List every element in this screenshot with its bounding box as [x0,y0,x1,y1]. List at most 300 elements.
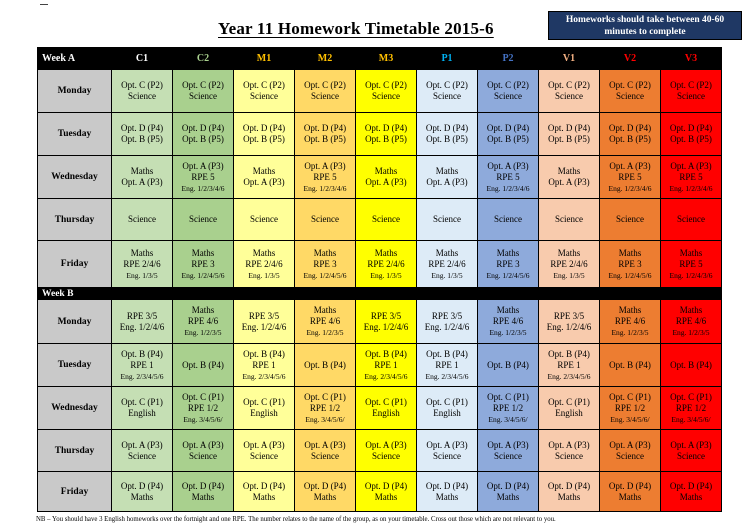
cell-line: Science [311,450,339,461]
timetable-cell [478,199,539,241]
cell-line: Opt. A (P3) [487,160,529,171]
timetable-cell [356,300,417,344]
timetable-cell [112,156,173,199]
timetable-cell [173,387,234,430]
cell-line: Opt. A (P3) [609,439,651,450]
cell-line: Opt. B (P5) [182,134,224,144]
day-label: Friday [38,472,112,512]
cell-line: Eng. 1/2/3/4/6 [303,183,347,193]
cell-line: RPE 1 [252,359,276,370]
cell-line: Maths [313,305,337,315]
cell-line: Opt. B (P5) [548,134,590,144]
cell-line: Eng. 2/3/4/5/6 [364,371,408,381]
timetable-cell [234,387,295,430]
timetable-cell [478,113,539,156]
corner-mark [40,0,48,5]
cell-line: Maths [130,247,154,258]
table-row [38,241,722,288]
cell-line: Eng. 3/4/5/6/ [488,414,528,424]
cell-line: Opt. D (P4) [547,123,591,133]
cell-line: Eng. 3/4/5/6/ [183,414,223,424]
cell-line: Opt. B (P5) [304,134,346,144]
cell-line: Maths [618,305,642,315]
cell-line: Opt. A (P3) [548,439,590,450]
cell-line: Eng. 3/4/5/6/ [610,414,650,424]
timetable-cell [661,387,722,430]
footnote: NB – You should have 3 English homeworks over the fortnight and one RPE. The number relates to the name of the group, as on your timetable. Cross out those which are not relevant to you. [36,516,556,523]
cell-line: Opt. C (P2) [121,80,163,90]
timetable-cell [234,70,295,113]
column-header-c1: C1 [112,48,173,70]
timetable-cell [173,70,234,113]
timetable-cell [661,300,722,344]
cell-line: Science [250,450,278,461]
cell-line: Science [433,450,461,461]
cell-line: Science [555,91,583,101]
timetable-cell [600,156,661,199]
timetable-cell [417,472,478,512]
cell-line: Opt. C (P1) [609,391,651,402]
cell-line: Science [311,214,339,224]
cell-line: Science [433,214,461,224]
cell-line: Eng. 2/3/4/5/6 [120,371,164,381]
cell-line: Opt. B (P4) [304,359,346,370]
cell-line: Science [677,91,705,101]
cell-line: Opt. A (P3) [304,439,346,450]
cell-line: Maths [435,491,459,502]
timetable-cell [112,430,173,472]
timetable-cell [295,241,356,288]
cell-line: Opt. B (P5) [121,134,163,144]
cell-line: RPE 3/5 [126,310,158,321]
table-row [38,344,722,387]
cell-line: RPE 5 [618,171,642,182]
cell-line: Opt. A (P3) [487,439,529,450]
timetable-cell [478,70,539,113]
banner-spacer [417,288,478,300]
cell-line: Eng. 1/3/5 [126,270,158,280]
day-label: Wednesday [38,387,112,430]
timetable-cell [112,344,173,387]
timetable-cell [356,70,417,113]
column-header-m2: M2 [295,48,356,70]
day-label: Tuesday [38,113,112,156]
timetable-cell [661,70,722,113]
cell-line: RPE 1/2 [614,402,646,413]
timetable-cell [295,113,356,156]
cell-line: Maths [313,247,337,258]
timetable-cell [356,387,417,430]
cell-line: Opt. D (P4) [120,480,164,491]
banner-spacer [295,288,356,300]
table-row [38,387,722,430]
cell-line: Opt. C (P1) [365,397,407,407]
cell-line: Maths [618,247,642,258]
cell-line: RPE 5 [313,171,337,182]
cell-line: Maths [191,491,215,502]
cell-line: Eng. 2/3/4/5/6 [242,371,286,381]
cell-line: Opt. C (P2) [182,80,224,90]
timetable-cell [356,113,417,156]
cell-line: RPE 3 [496,258,520,269]
timetable-cell [173,472,234,512]
cell-line: Science [677,214,705,224]
cell-line: RPE 5 [679,258,703,269]
timetable-cell [600,344,661,387]
timetable-cell [173,156,234,199]
cell-line: Opt. D (P4) [425,480,469,491]
timetable-cell [295,70,356,113]
cell-line: Eng. 1/2/3/4/6 [669,183,713,193]
column-header-c2: C2 [173,48,234,70]
cell-line: Opt. C (P2) [487,80,529,90]
cell-line: Eng. 1/2/4/5/6 [608,270,652,280]
cell-line: Maths [496,491,520,502]
table-row [38,199,722,241]
cell-line: Opt. D (P4) [486,480,530,491]
day-label: Thursday [38,199,112,241]
cell-line: Science [494,91,522,101]
cell-line: Opt. B (P5) [670,134,712,144]
cell-line: English [433,408,461,418]
cell-line: Maths [130,491,154,502]
cell-line: Maths [679,305,703,315]
cell-line: RPE 3/5 [370,310,402,321]
timetable-cell [356,344,417,387]
cell-line: Eng. 1/2/3/5 [489,328,527,337]
cell-line: Opt. D (P4) [425,123,469,133]
table-row [38,70,722,113]
cell-line: RPE 5 [496,171,520,182]
cell-line: RPE 2/4/6 [245,258,283,269]
timetable-cell [539,156,600,199]
cell-line: RPE 2/4/6 [123,258,161,269]
timetable-cell [417,300,478,344]
cell-line: Maths [435,166,459,176]
timetable-cell [600,387,661,430]
cell-line: Opt. A (P3) [670,439,712,450]
cell-line: RPE 4/6 [492,316,524,326]
day-label: Wednesday [38,156,112,199]
timetable-cell [417,387,478,430]
cell-line: Opt. A (P3) [365,439,407,450]
timetable-cell [234,199,295,241]
cell-line: Maths [496,305,520,315]
day-label: Friday [38,241,112,288]
timetable-cell [539,199,600,241]
timetable-cell [112,113,173,156]
cell-line: Eng. 1/2/3/5 [672,328,710,337]
cell-line: English [128,408,156,418]
column-header-p2: P2 [478,48,539,70]
timetable-cell [539,70,600,113]
cell-line: Opt. C (P2) [609,80,651,90]
timetable-cell [478,387,539,430]
cell-line: Maths [191,247,215,258]
cell-line: RPE 4/6 [309,316,341,326]
cell-line: Science [677,450,705,461]
cell-line: Opt. D (P4) [181,123,225,133]
cell-line: Eng. 3/4/5/6/ [305,414,345,424]
cell-line: RPE 5 [191,171,215,182]
cell-line: Eng. 1/3/5 [370,270,402,280]
timetable-cell [417,241,478,288]
timetable-cell [661,344,722,387]
cell-line: Opt. C (P1) [182,391,224,402]
cell-line: RPE 4/6 [187,316,219,326]
cell-line: Eng. 2/3/4/5/6 [547,371,591,381]
cell-line: Opt. D (P4) [364,123,408,133]
cell-line: Eng. 1/2/4/5/6 [181,270,225,280]
cell-line: Opt. A (P3) [609,160,651,171]
cell-line: Opt. C (P2) [670,80,712,90]
cell-line: RPE 4/6 [675,316,707,326]
timetable-cell [295,344,356,387]
cell-line: Science [555,214,583,224]
timetable-cell [234,113,295,156]
cell-line: Eng. 1/2/4/3/6 [669,270,713,280]
cell-line: Eng. 1/2/3/4/6 [486,183,530,193]
cell-line: Opt. C (P2) [243,80,285,90]
cell-line: Eng. 1/2/3/4/6 [608,183,652,193]
cell-line: Science [616,450,644,461]
cell-line: Opt. C (P2) [426,80,468,90]
timetable-cell [661,241,722,288]
cell-line: Science [372,450,400,461]
timetable-cell [600,241,661,288]
cell-line: Opt. C (P2) [548,80,590,90]
cell-line: Eng. 1/2/4/6 [546,321,592,332]
cell-line: Maths [252,247,276,258]
timetable-cell [295,472,356,512]
cell-line: Science [250,91,278,101]
cell-line: Science [189,91,217,101]
cell-line: Eng. 1/2/4/6 [119,321,165,332]
cell-line: Eng. 1/2/3/5 [184,328,222,337]
cell-line: RPE 1/2 [309,402,341,413]
cell-line: Opt. C (P1) [243,397,285,407]
timetable-cell [112,241,173,288]
cell-line: RPE 1 [374,359,398,370]
column-header-v3: V3 [661,48,722,70]
cell-line: Opt. D (P4) [669,123,713,133]
column-header-m3: M3 [356,48,417,70]
cell-line: Science [433,91,461,101]
timetable-cell [173,430,234,472]
cell-line: RPE 5 [679,171,703,182]
cell-line: Eng. 1/2/4/6 [424,321,470,332]
cell-line: Eng. 1/3/5 [431,270,463,280]
cell-line: RPE 1 [130,359,154,370]
cell-line: Opt. D (P4) [303,123,347,133]
cell-line: Opt. C (P1) [426,397,468,407]
cell-line: Eng. 3/4/5/6/ [671,414,711,424]
cell-line: Opt. B (P4) [426,348,468,359]
timetable-cell [295,430,356,472]
cell-line: Maths [252,166,276,176]
day-label: Thursday [38,430,112,472]
cell-line: Maths [374,491,398,502]
cell-line: RPE 2/4/6 [550,258,588,269]
homework-timetable [37,47,722,512]
cell-line: RPE 1/2 [187,402,219,413]
banner-spacer [539,288,600,300]
day-label: Monday [38,70,112,113]
cell-line: Science [555,450,583,461]
cell-line: Eng. 1/2/4/5/6 [486,270,530,280]
cell-line: Maths [374,247,398,258]
cell-line: Science [616,214,644,224]
timetable-cell [539,344,600,387]
cell-line: Science [616,91,644,101]
timetable-cell [295,300,356,344]
cell-line: Opt. C (P1) [304,391,346,402]
timetable-cell [356,241,417,288]
cell-line: Opt. B (P4) [487,359,529,370]
cell-line: Opt. A (P3) [182,160,224,171]
header-row [38,48,722,70]
cell-line: Science [128,214,156,224]
cell-line: Science [494,214,522,224]
cell-line: Opt. D (P4) [120,123,164,133]
timetable-cell [295,156,356,199]
cell-line: Opt. B (P5) [365,134,407,144]
cell-line: RPE 2/4/6 [428,258,466,269]
cell-line: Eng. 1/3/5 [248,270,280,280]
cell-line: Opt. A (P3) [426,177,468,187]
banner-spacer [173,288,234,300]
cell-line: Eng. 1/2/4/5/6 [303,270,347,280]
cell-line: Eng. 1/3/5 [553,270,585,280]
banner-spacer [600,288,661,300]
cell-line: Opt. D (P4) [608,123,652,133]
timetable-cell [417,344,478,387]
cell-line: Opt. D (P4) [242,123,286,133]
table-row [38,113,722,156]
cell-line: Science [189,214,217,224]
cell-line: Opt. B (P5) [609,134,651,144]
cell-line: RPE 1 [557,359,581,370]
cell-line: Maths [130,166,154,176]
timetable-cell [600,70,661,113]
cell-line: Maths [252,491,276,502]
cell-line: Opt. C (P2) [365,80,407,90]
cell-line: Opt. B (P4) [548,348,590,359]
timetable-cell [661,113,722,156]
cell-line: Maths [374,166,398,176]
timetable-cell [478,430,539,472]
cell-line: Eng. 1/2/3/5 [611,328,649,337]
table-row [38,472,722,512]
cell-line: Opt. D (P4) [364,480,408,491]
cell-line: Opt. B (P5) [487,134,529,144]
timetable-cell [173,344,234,387]
timetable-cell [539,300,600,344]
cell-line: Eng. 1/2/4/6 [363,321,409,332]
timetable-cell [539,241,600,288]
duration-note: Homeworks should take between 40-60 minutes to complete [548,11,742,40]
timetable-cell [478,156,539,199]
week-banner-row [38,288,722,300]
timetable-cell [234,156,295,199]
week-label: Week A [38,48,112,70]
timetable-cell [173,113,234,156]
cell-line: Opt. B (P5) [243,134,285,144]
timetable-cell [600,300,661,344]
timetable-cell [417,156,478,199]
banner-spacer [234,288,295,300]
timetable-cell [234,241,295,288]
timetable-cell [234,300,295,344]
timetable-cell [417,199,478,241]
cell-line: Opt. D (P4) [486,123,530,133]
timetable-cell [661,430,722,472]
cell-line: Maths [496,247,520,258]
timetable-cell [539,387,600,430]
cell-line: RPE 3/5 [248,310,280,321]
cell-line: Opt. D (P4) [242,480,286,491]
table-row [38,156,722,199]
timetable-cell [600,113,661,156]
week-label: Week B [38,288,112,300]
column-header-v2: V2 [600,48,661,70]
cell-line: Maths [191,305,215,315]
column-header-v1: V1 [539,48,600,70]
cell-line: Science [494,450,522,461]
cell-line: Eng. 1/2/3/4/6 [181,183,225,193]
banner-spacer [661,288,722,300]
cell-line: Opt. C (P1) [548,397,590,407]
cell-line: Opt. A (P3) [426,439,468,450]
timetable-cell [356,156,417,199]
timetable-cell [417,113,478,156]
timetable-cell [539,430,600,472]
timetable-cell [478,344,539,387]
timetable-cell [295,199,356,241]
cell-line: RPE 3 [313,258,337,269]
timetable-cell [234,472,295,512]
cell-line: Eng. 2/3/4/5/6 [425,371,469,381]
column-header-p1: P1 [417,48,478,70]
cell-line: Opt. D (P4) [547,480,591,491]
cell-line: RPE 3 [191,258,215,269]
day-label: Monday [38,300,112,344]
timetable-cell [661,156,722,199]
banner-spacer [356,288,417,300]
cell-line: Opt. C (P2) [304,80,346,90]
table-row [38,430,722,472]
cell-line: Opt. B (P4) [182,359,224,370]
timetable-cell [356,472,417,512]
cell-line: RPE 1 [435,359,459,370]
banner-spacer [478,288,539,300]
timetable-cell [600,430,661,472]
cell-line: Opt. A (P3) [243,177,285,187]
cell-line: Science [372,91,400,101]
timetable-cell [112,199,173,241]
timetable-cell [112,472,173,512]
cell-line: Opt. A (P3) [670,160,712,171]
cell-line: Opt. B (P4) [609,359,651,370]
cell-line: English [372,408,400,418]
cell-line: Opt. A (P3) [304,160,346,171]
timetable-cell [478,300,539,344]
timetable-cell [478,472,539,512]
cell-line: Opt. B (P4) [365,348,407,359]
timetable-cell [661,199,722,241]
cell-line: Maths [557,166,581,176]
cell-line: Eng. 1/2/4/6 [241,321,287,332]
